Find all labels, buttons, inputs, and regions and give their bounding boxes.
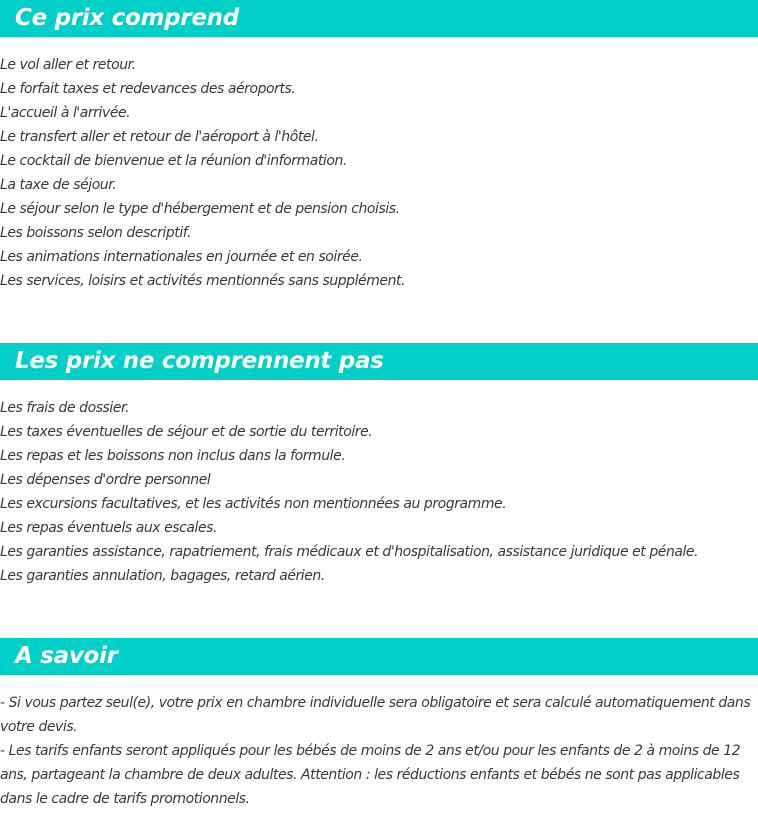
list-item: Les animations internationales en journée et en soirée. [0, 249, 363, 265]
list-item: Les repas éventuels aux escales. [0, 520, 217, 536]
good-to-know-notes [0, 675, 758, 811]
list-item: Le cocktail de bienvenue et la réunion d'information. [0, 153, 347, 169]
section-price-excludes [0, 343, 758, 588]
list-item: Les excursions facultatives, et les activités non mentionnées au programme. [0, 496, 507, 512]
note-paragraph: - Les tarifs enfants seront appliqués pour les bébés de moins de 2 ans et/ou pour les enfants de 2 à moins de 12 ans, partageant la chambre de deux adultes. Attention : les réductions enfants et bébés ne sont pas applicables dans le cadre de tarifs promotionnels. [0, 743, 741, 807]
list-item: Les dépenses d'ordre personnel [0, 472, 211, 488]
list-item: Les garanties assistance, rapatriement, frais médicaux et d'hospitalisation, assistance juridique et pénale. [0, 544, 699, 560]
price-excludes-list [0, 380, 758, 588]
list-item: Le vol aller et retour. [0, 57, 136, 73]
list-item: Les taxes éventuelles de séjour et de sortie du territoire. [0, 424, 373, 440]
list-item: Le forfait taxes et redevances des aéroports. [0, 81, 296, 97]
section-title-price-excludes: Les prix ne comprennent pas [0, 343, 758, 380]
section-price-includes [0, 0, 758, 293]
note-paragraph: - Si vous partez seul(e), votre prix en chambre individuelle sera obligatoire et sera calculé automatiquement dans votre devis. [0, 695, 751, 735]
section-good-to-know [0, 638, 758, 811]
list-item: Le séjour selon le type d'hébergement et de pension choisis. [0, 201, 400, 217]
list-item: Les frais de dossier. [0, 400, 130, 416]
section-title-good-to-know: A savoir [0, 638, 758, 675]
list-item: Le transfert aller et retour de l'aéroport à l'hôtel. [0, 129, 319, 145]
list-item: Les repas et les boissons non inclus dans la formule. [0, 448, 346, 464]
list-item: Les services, loisirs et activités mentionnés sans supplément. [0, 273, 406, 289]
section-title-price-includes: Ce prix comprend [0, 0, 758, 37]
price-includes-list [0, 37, 758, 293]
list-item: L'accueil à l'arrivée. [0, 105, 131, 121]
list-item: Les garanties annulation, bagages, retard aérien. [0, 568, 325, 584]
list-item: Les boissons selon descriptif. [0, 225, 191, 241]
list-item: La taxe de séjour. [0, 177, 117, 193]
